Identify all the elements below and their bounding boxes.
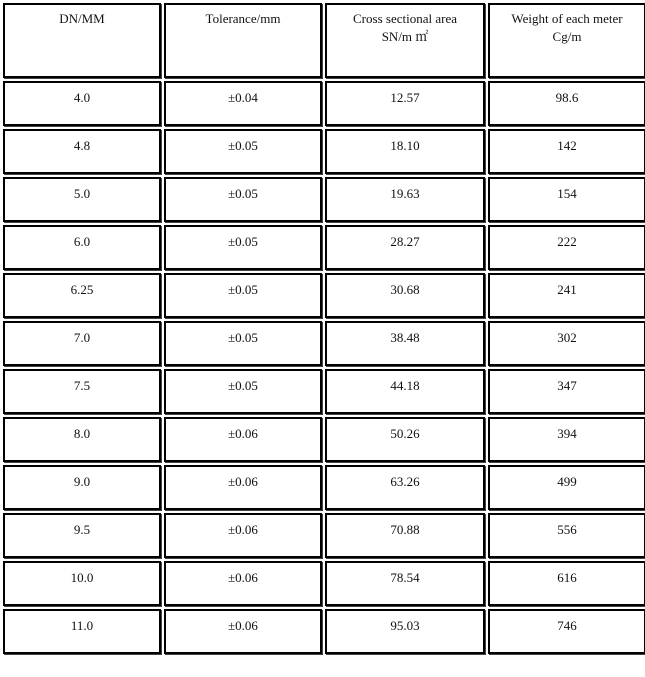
area-cell: 95.03 <box>325 609 485 654</box>
tolerance-cell: ±0.05 <box>164 129 322 174</box>
weight-cell: 347 <box>488 369 645 414</box>
weight-cell: 746 <box>488 609 645 654</box>
header-cell-tolerance <box>164 3 322 78</box>
tolerance-cell: ±0.05 <box>164 321 322 366</box>
tolerance-cell: ±0.04 <box>164 81 322 126</box>
dn-cell: 4.8 <box>3 129 161 174</box>
tolerance-cell: ±0.05 <box>164 369 322 414</box>
tolerance-cell: ±0.05 <box>164 225 322 270</box>
dn-cell: 4.0 <box>3 81 161 126</box>
tolerance-cell: ±0.06 <box>164 609 322 654</box>
area-cell: 50.26 <box>325 417 485 462</box>
area-cell: 63.26 <box>325 465 485 510</box>
dn-cell: 11.0 <box>3 609 161 654</box>
weight-cell: 616 <box>488 561 645 606</box>
weight-cell: 154 <box>488 177 645 222</box>
tolerance-cell: ±0.06 <box>164 465 322 510</box>
weight-cell: 556 <box>488 513 645 558</box>
data-table <box>3 3 645 654</box>
area-cell: 78.54 <box>325 561 485 606</box>
header-cell-weight <box>488 3 645 78</box>
dn-cell: 6.25 <box>3 273 161 318</box>
area-cell: 28.27 <box>325 225 485 270</box>
area-cell: 30.68 <box>325 273 485 318</box>
area-cell: 44.18 <box>325 369 485 414</box>
area-cell: 18.10 <box>325 129 485 174</box>
weight-cell: 98.6 <box>488 81 645 126</box>
area-cell: 70.88 <box>325 513 485 558</box>
dn-cell: 7.0 <box>3 321 161 366</box>
header-label: DN/MM <box>59 11 105 26</box>
tolerance-cell: ±0.06 <box>164 561 322 606</box>
tolerance-cell: ±0.05 <box>164 273 322 318</box>
area-cell: 19.63 <box>325 177 485 222</box>
dn-cell: 5.0 <box>3 177 161 222</box>
weight-cell: 241 <box>488 273 645 318</box>
weight-cell: 142 <box>488 129 645 174</box>
area-cell: 38.48 <box>325 321 485 366</box>
weight-cell: 394 <box>488 417 645 462</box>
header-unit: Cg/m <box>552 28 582 44</box>
weight-cell: 222 <box>488 225 645 270</box>
tolerance-cell: ±0.06 <box>164 513 322 558</box>
header-label: Weight of each meter <box>511 11 623 26</box>
area-cell: 12.57 <box>325 81 485 126</box>
tolerance-cell: ±0.06 <box>164 417 322 462</box>
header-cell-cross-section <box>325 3 485 78</box>
tolerance-cell: ±0.05 <box>164 177 322 222</box>
header-cell-dn <box>3 3 161 78</box>
dn-cell: 9.0 <box>3 465 161 510</box>
dn-cell: 10.0 <box>3 561 161 606</box>
weight-cell: 302 <box>488 321 645 366</box>
weight-cell: 499 <box>488 465 645 510</box>
dn-cell: 7.5 <box>3 369 161 414</box>
header-label: Tolerance/mm <box>205 11 281 26</box>
header-label: Cross sectional area <box>353 11 457 26</box>
dn-cell: 6.0 <box>3 225 161 270</box>
header-unit: SN/m ㎡ <box>381 28 429 44</box>
dn-cell: 9.5 <box>3 513 161 558</box>
dn-cell: 8.0 <box>3 417 161 462</box>
